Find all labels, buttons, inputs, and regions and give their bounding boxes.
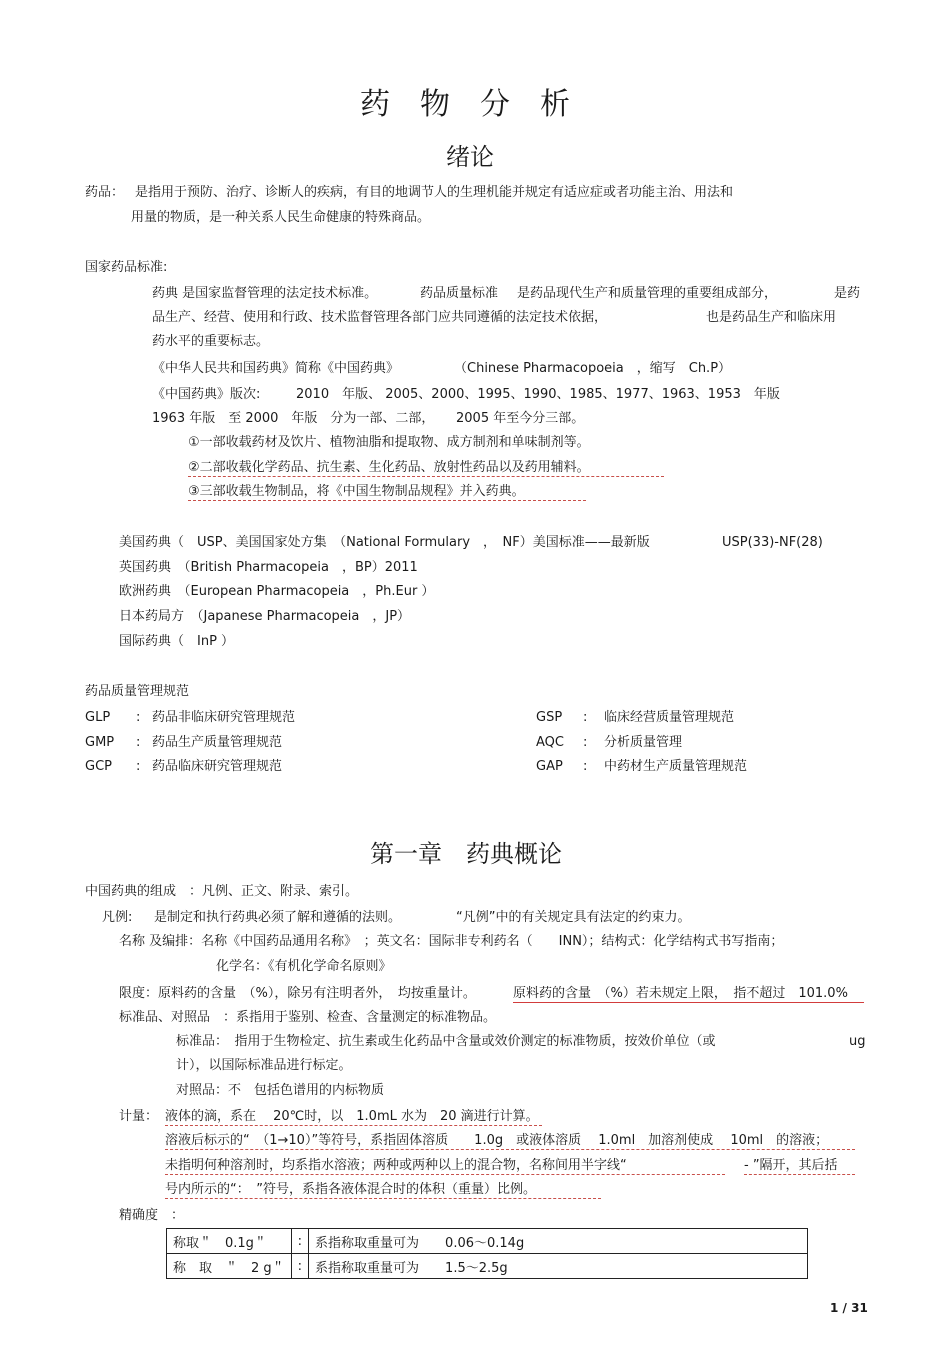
text-line: 英国药典 （British Pharmacopeia ，BP）2011: [119, 560, 418, 575]
text-line: 欧洲药典 （European Pharmacopeia ，Ph.Eur ）: [119, 584, 435, 599]
text-line: USP(33)-NF(28): [722, 535, 823, 550]
gmp-desc: 药品临床研究管理规范: [152, 759, 283, 774]
list-item: ①一部收载药材及饮片、植物油脂和提取物、成方制剂和单味制剂等。: [188, 435, 590, 450]
text-line: 药典 是国家监督管理的法定技术标准。: [152, 286, 378, 301]
text-line: 标准品： 指用于生物检定、抗生素或生化药品中含量或效价测定的标准物质，按效价单位（或: [176, 1034, 716, 1049]
gmp-code: AQC: [536, 735, 564, 750]
text-line: 未指明何种溶剂时，均系指水溶液；两种或两种以上的混合物，名称间用半字线“: [165, 1159, 725, 1175]
text-line: 《中国药典》版次:: [152, 387, 261, 402]
page-title: 药 物 分 析: [360, 87, 570, 122]
drug-definition-line-2: 用量的物质，是一种关系人民生命健康的特殊商品。: [131, 210, 431, 225]
text-line: 是药品现代生产和质量管理的重要组成部分，: [517, 286, 778, 301]
gmp-heading: 药品质量管理规范: [85, 684, 190, 699]
text-line: 化学名：《有机化学命名原则》: [216, 959, 392, 974]
gmp-sep: :: [583, 759, 588, 774]
text-line: 《中华人民共和国药典》简称《中国药典》: [152, 361, 400, 376]
text-line: 美国药典（ USP、美国国家处方集 （National Formulary ， NF）美国标准——最新版: [119, 535, 650, 550]
page-number: 1 / 31: [830, 1301, 868, 1315]
gmp-sep: :: [136, 735, 141, 750]
table-cell: 称 取 ＂ 2 g＂: [167, 1254, 292, 1279]
chapter-title: 第一章 药典概论: [370, 840, 562, 868]
gmp-sep: :: [583, 710, 588, 725]
table-cell: :: [291, 1229, 308, 1254]
text-line: 国际药典（ InP ）: [119, 634, 235, 649]
text-line: - ”隔开，其后括: [744, 1159, 855, 1175]
text-line: 溶液后标示的“ （1→10）”等符号，系指固体溶质 1.0g 或液体溶质 1.0ml 加溶剂使成 10ml 的溶液；: [165, 1134, 855, 1150]
gmp-desc: 中药材生产质量管理规范: [604, 759, 748, 774]
text-line: 中国药典的组成 ：凡例、正文、附录、索引。: [85, 884, 359, 899]
text-line: 对照品：不 包括色谱用的内标物质: [176, 1083, 385, 1098]
text-line: 品生产、经营、使用和行政、技术监督管理各部门应共同遵循的法定技术依据，: [152, 310, 608, 325]
table-cell: 系指称取重量可为 1.5～2.5g: [309, 1254, 808, 1279]
text-line: ug: [849, 1034, 866, 1049]
measure-label: 计量：: [119, 1109, 159, 1124]
text-line: 2010 年版、 2005、2000、1995、1990、1985、1977、1963、1953 年版: [296, 387, 780, 402]
table-cell: :: [291, 1254, 308, 1279]
text-line: 限度：原料药的含量 （%），除另有注明者外， 均按重量计。: [119, 986, 476, 1001]
list-item: ③三部收载生物制品，将《中国生物制品规程》并入药典。: [188, 485, 586, 501]
table-row: [167, 1254, 808, 1279]
gmp-code: GLP: [85, 710, 111, 725]
gmp-sep: :: [583, 735, 588, 750]
text-line: 2005 年至今分三部。: [456, 411, 585, 426]
text-line: 是药: [834, 286, 861, 301]
table-cell: 系指称取重量可为 0.06～0.14g: [309, 1229, 808, 1254]
text-line: 计），以国际标准品进行标定。: [176, 1058, 352, 1073]
gmp-sep: :: [136, 710, 141, 725]
text-line: 药品质量标准: [420, 286, 499, 301]
gmp-code: GMP: [85, 735, 115, 750]
national-standard-heading: 国家药品标准:: [85, 260, 168, 275]
gmp-code: GAP: [536, 759, 563, 774]
gmp-desc: 药品生产质量管理规范: [152, 735, 283, 750]
text-line: 日本药局方 （Japanese Pharmacopeia ，JP）: [119, 609, 411, 624]
text-line: 号内所示的“： ”符号，系指各液体混合时的体积（重量）比例。: [165, 1183, 601, 1199]
text-line: 名称 及编排：名称《中国药品通用名称》 ；英文名：国际非专利药名（ INN）；结构式：化学结构式书写指南；: [119, 934, 784, 949]
text-line: 标准品、对照品 ：系指用于鉴别、检查、含量测定的标准物品。: [119, 1010, 497, 1025]
gmp-desc: 临床经营质量管理规范: [604, 710, 735, 725]
precision-label: 精确度 ：: [119, 1208, 185, 1223]
text-line: 原料药的含量 （%）若未规定上限， 指不超过 101.0%: [513, 987, 864, 1003]
drug-label: 药品：: [85, 185, 125, 200]
gmp-desc: 分析质量管理: [604, 735, 683, 750]
section-title-intro: 绪论: [446, 143, 494, 171]
text-line: 液体的滴，系在 20℃时，以 1.0mL 水为 20 滴进行计算。: [165, 1110, 542, 1126]
text-line: 1963 年版 至 2000 年版 分为一部、二部，: [152, 411, 435, 426]
precision-table: [166, 1228, 808, 1279]
table-cell: 称取＂ 0.1g＂: [167, 1229, 292, 1254]
text-line: 是制定和执行药典必须了解和遵循的法则。: [154, 910, 402, 925]
text-line: （Chinese Pharmacopoeia ，缩写 Ch.P）: [454, 361, 732, 376]
table-row: [167, 1229, 808, 1254]
text-line: 药水平的重要标志。: [152, 334, 270, 349]
gmp-code: GSP: [536, 710, 563, 725]
gmp-sep: :: [136, 759, 141, 774]
text-line: “凡例”中的有关规定具有法定的约束力。: [456, 910, 691, 925]
fanli-label: 凡例:: [102, 910, 133, 925]
list-item: ②二部收载化学药品、抗生素、生化药品、放射性药品以及药用辅料。: [188, 461, 664, 477]
gmp-desc: 药品非临床研究管理规范: [152, 710, 296, 725]
gmp-code: GCP: [85, 759, 112, 774]
text-line: 也是药品生产和临床用: [706, 310, 837, 325]
drug-definition-line-1: 是指用于预防、治疗、诊断人的疾病，有目的地调节人的生理机能并规定有适应症或者功能主治、用法和: [135, 185, 734, 200]
